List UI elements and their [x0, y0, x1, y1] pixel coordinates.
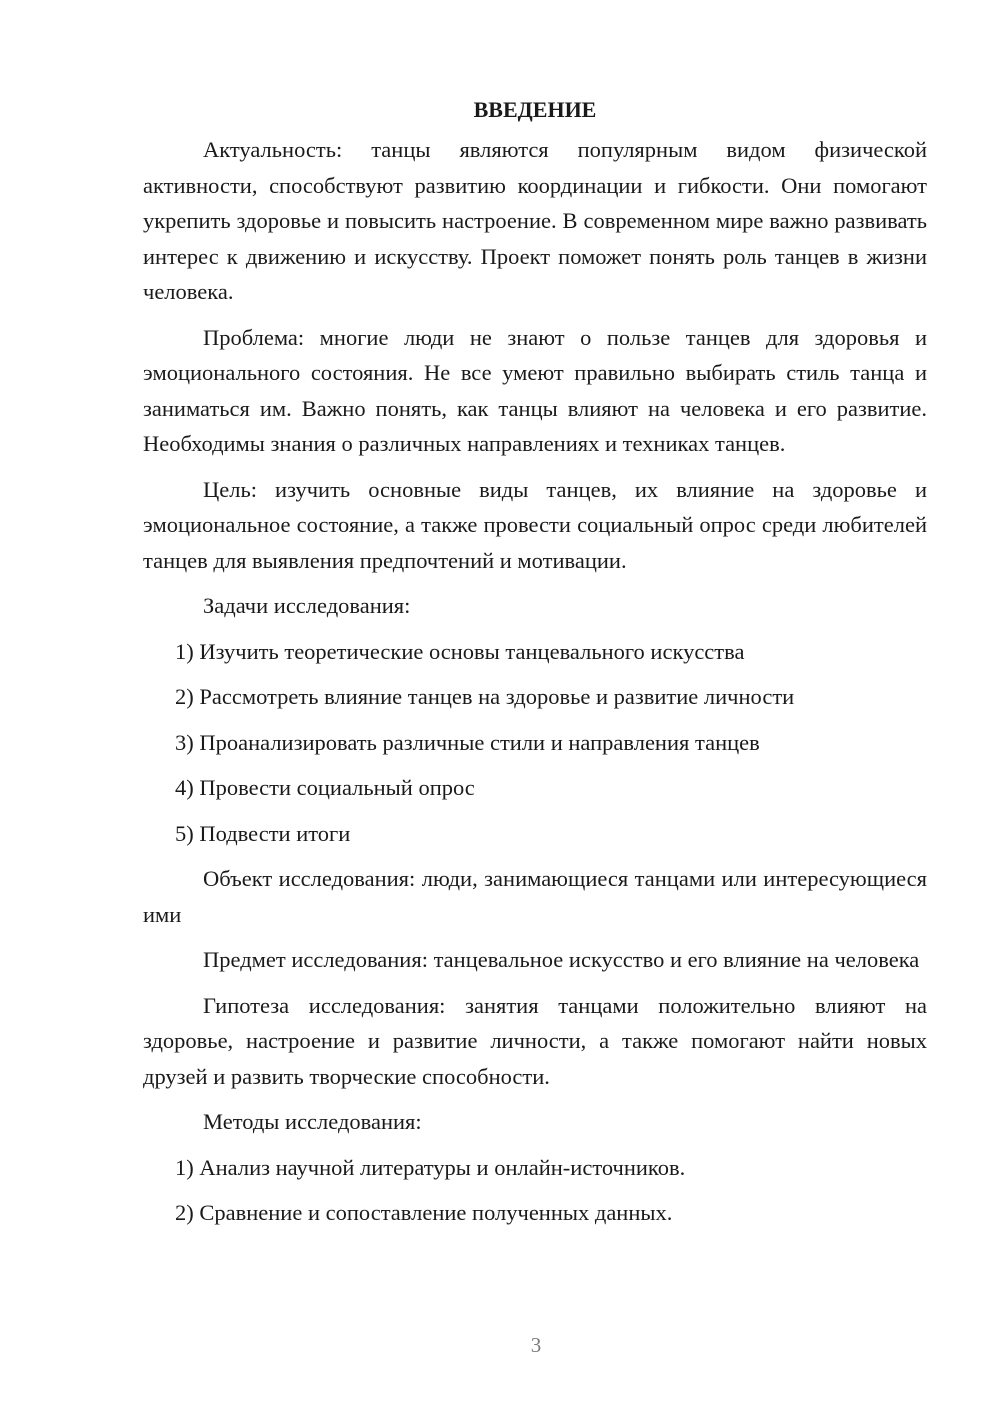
method-item-1: 1) Анализ научной литературы и онлайн-источников. — [175, 1154, 686, 1180]
task-item-4: 4) Провести социальный опрос — [175, 775, 475, 800]
task-item-1: 1) Изучить теоретические основы танцевального искусства — [175, 638, 745, 664]
methods-heading: Методы исследования: — [203, 1109, 422, 1134]
page-content — [143, 92, 927, 1241]
task-item-3: 3) Проанализировать различные стили и направления танцев — [175, 729, 760, 755]
task-item-5: 5) Подвести итоги — [175, 820, 351, 846]
hypothesis-paragraph: Гипотеза исследования: занятия танцами положительно влияют на здоровье, настроение и развитие личности, а также помогают найти новых друзей и развить творческие способности. — [143, 992, 927, 1089]
tasks-heading: Задачи исследования: — [203, 593, 411, 618]
problem-paragraph: Проблема: многие люди не знают о пользе танцев для здоровья и эмоционального состояния. Не все умеют правильно выбирать стиль танца и заниматься им. Важно понять, как танцы влияют на человека и его развитие. Необходимы знания о различных направлениях и техниках танцев. — [143, 324, 927, 456]
goal-paragraph: Цель: изучить основные виды танцев, их влияние на здоровье и эмоциональное состояние, а также провести социальный опрос среди любителей танцев для выявления предпочтений и мотивации. — [143, 476, 927, 573]
subject-paragraph: Предмет исследования: танцевальное искусство и его влияние на человека — [203, 947, 920, 972]
relevance-paragraph: Актуальность: танцы являются популярным видом физической активности, способствуют развитию координации и гибкости. Они помогают укрепить здоровье и повысить настроение. В современном мире важно развивать интерес к движению и искусству. Проект поможет понять роль танцев в жизни человека. — [143, 137, 927, 304]
page-number: 3 — [530, 1333, 542, 1357]
task-item-2: 2) Рассмотреть влияние танцев на здоровье и развитие личности — [175, 684, 795, 709]
section-title: ВВЕДЕНИЕ — [473, 97, 597, 122]
object-paragraph: Объект исследования: люди, занимающиеся танцами или интересующиеся ими — [143, 866, 927, 927]
method-item-2: 2) Сравнение и сопоставление полученных данных. — [175, 1200, 673, 1225]
